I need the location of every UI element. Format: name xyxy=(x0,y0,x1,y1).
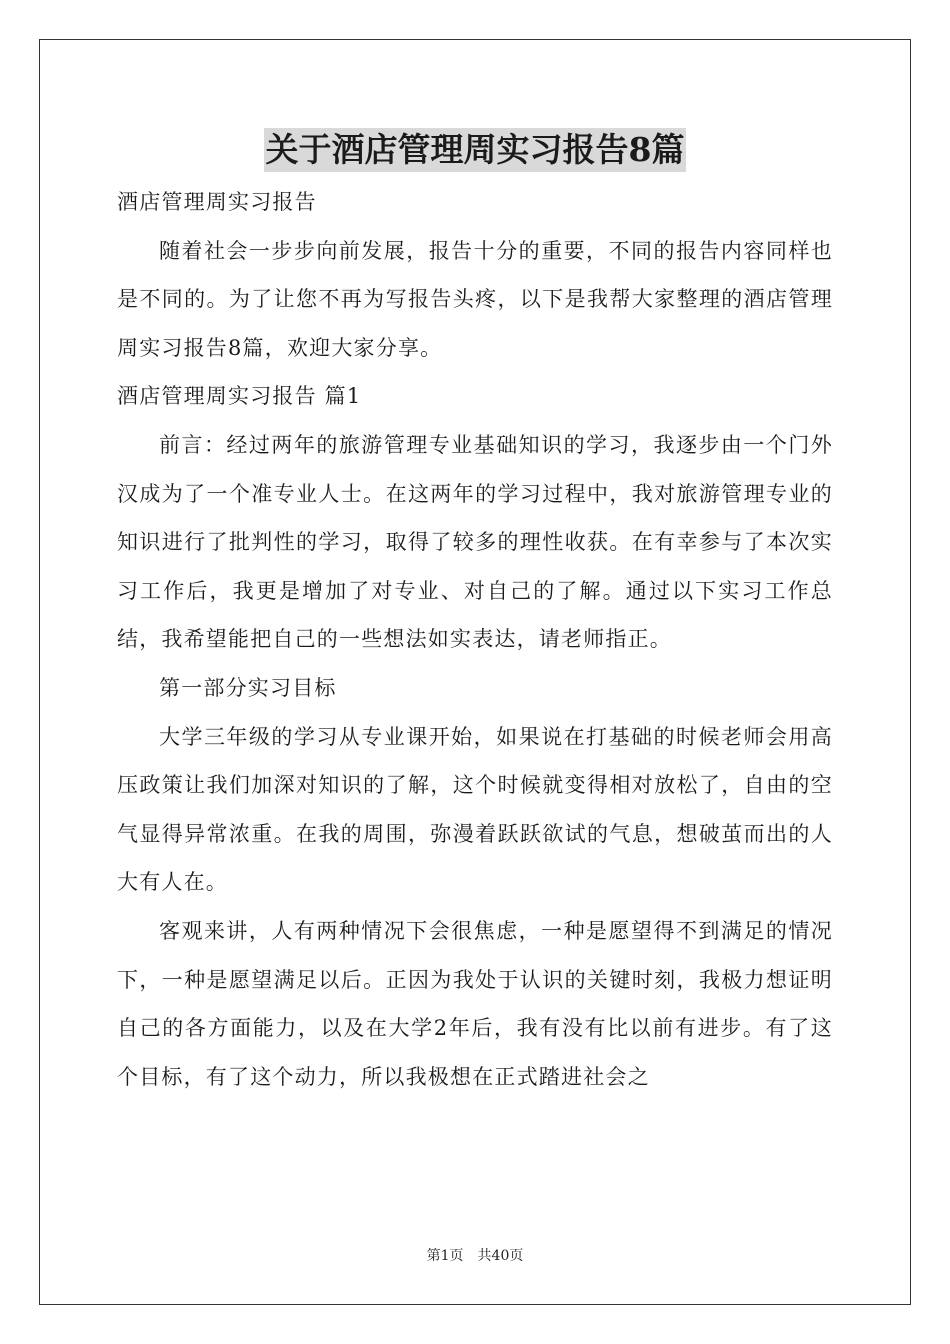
page-footer xyxy=(0,1246,950,1266)
document-body xyxy=(117,178,833,1101)
section-heading: 酒店管理周实习报告 xyxy=(117,190,317,214)
page-number: 第1页 xyxy=(426,1248,464,1264)
page-total: 共40页 xyxy=(477,1248,524,1264)
paragraph: 客观来讲，人有两种情况下会很焦虑，一种是愿望得不到满足的情况下，一种是愿望满足以后。正因为我处于认识的关键时刻，我极力想证明自己的各方面能力，以及在大学2年后，我有没有比以前有进步。有了这个目标，有了这个动力，所以我极想在正式踏进社会之 xyxy=(117,918,833,1089)
paragraph: 前言：经过两年的旅游管理专业基础知识的学习，我逐步由一个门外汉成为了一个准专业人士。在这两年的学习过程中，我对旅游管理专业的知识进行了批判性的学习，取得了较多的理性收获。在有幸参与了本次实习工作后，我更是增加了对专业、对自己的了解。通过以下实习工作总结，我希望能把自己的一些想法如实表达，请老师指正。 xyxy=(117,432,833,652)
document-title: 关于酒店管理周实习报告8篇 xyxy=(264,128,687,172)
section-heading: 酒店管理周实习报告 篇1 xyxy=(117,384,362,409)
paragraph: 随着社会一步步向前发展，报告十分的重要，不同的报告内容同样也是不同的。为了让您不再为写报告头疼，以下是我帮大家整理的酒店管理周实习报告8篇，欢迎大家分享。 xyxy=(117,238,833,360)
subsection-heading: 第一部分实习目标 xyxy=(159,675,337,700)
paragraph: 大学三年级的学习从专业课开始，如果说在打基础的时候老师会用高压政策让我们加深对知识的了解，这个时候就变得相对放松了，自由的空气显得异常浓重。在我的周围，弥漫着跃跃欲试的气息，想破茧而出的人大有人在。 xyxy=(117,724,833,895)
title-container xyxy=(0,128,950,172)
